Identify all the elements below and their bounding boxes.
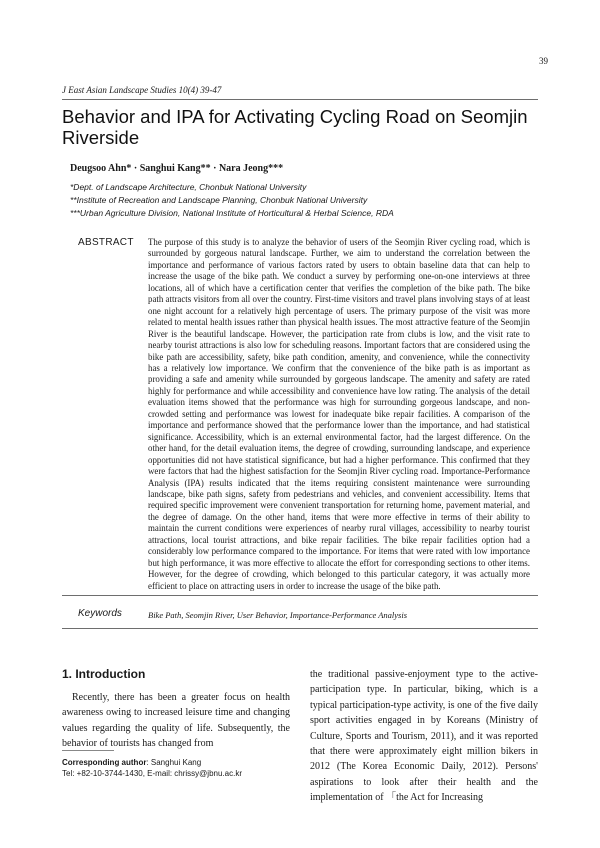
journal-citation: J East Asian Landscape Studies 10(4) 39-47: [62, 85, 222, 95]
abstract-label: ABSTRACT: [78, 237, 134, 248]
affiliation-2: **Institute of Recreation and Landscape Planning, Chonbuk National University: [70, 195, 368, 205]
keywords-list: Bike Path, Seomjin River, User Behavior, Importance-Performance Analysis: [148, 610, 408, 620]
keywords-bottom-divider: [62, 628, 538, 629]
header-divider: [62, 99, 538, 100]
keywords-top-divider: [62, 595, 538, 596]
author-list: Deugsoo Ahn* · Sanghui Kang** · Nara Jeong***: [70, 163, 284, 174]
contact-info: Tel: +82-10-3744-1430, E-mail: chrissy@jbnu.ac.kr: [62, 769, 242, 778]
keywords-label: Keywords: [78, 608, 122, 619]
affiliation-3: ***Urban Agriculture Division, National Institute of Horticultural & Herbal Science, RDA: [70, 208, 394, 218]
corresponding-author-name: : Sanghui Kang: [146, 758, 202, 767]
paper-title: Behavior and IPA for Activating Cycling Road on Seomjin Riverside: [62, 106, 528, 148]
corresponding-author-label: Corresponding author: [62, 758, 147, 767]
corresponding-author: [62, 758, 201, 767]
footnote-divider: [62, 750, 114, 751]
section-heading-introduction: 1. Introduction: [62, 667, 146, 681]
page-number: 39: [539, 56, 548, 66]
intro-right-column: the traditional passive-enjoyment type to the active-participation type. In particular, biking, which is a typical participation-type activity, is one of the five daily sport activities engaged in by Koreans (Ministry of Culture, Sports and Tourism, 2011), and it was reported that there were approximately eight million bikers in 2012 (The Korea Economic Daily, 2012). Persons' aspirations to look after their health and the implementation of 「the Act for Increasing: [310, 669, 538, 804]
abstract-body: The purpose of this study is to analyze the behavior of users of the Seomjin River cycling road, which is surrounded by gorgeous natural landscape. Further, we aim to understand the correlation between the importance and performance of various factors rated by users to obtain baseline data that can help to increase the usage of the bike path. We conduct a survey by performing one-on-one interviews at three locations, all of which have a certification center that verifies the completion of the bike path. The bike path attracts visitors from all over the country. First-time visitors and travel plans involving stays of at least one night account for a relatively high percentage of users. The primary purpose of the visit was more related to mental health issues rather than physical health issues. The most attractive feature of the Seomjin River is the beautiful landscape. However, the participation rate from clubs is low, and the visit rate to nearby tourist attractions is also low for scheduling reasons. Important factors that are considered using the bike path are accessibility, safety, bike path condition, amenity, and convenience, while the connectivity has a relatively low importance. We confirm that the convenience of the bike path is as important as providing a safe and amenity while surrounded by gorgeous landscape. The amenity and safety are rated highly for performance and while accessibility and convenience have low rating. The analysis of the detail evaluation items showed that the performance was high for surrounding gorgeous landscape, and non-crowded setting and performance was lowest for inadequate bike repair facilities. A comparison of the importance and performance showed that the performance lower than the importance, and had statistical significance. Accessibility, which is an external environmental factor, had the largest difference. On the other hand, for the detail evaluation items, the degree of crowding, surrounding landscape, and experience opportunities did not have statistical significance, but had a higher performance. This confirmed that they were factors that had the highest satisfaction for the Seomjin River cycling road. Importance-Performance Analysis (IPA) results indicated that the items requiring consistent maintenance were surrounding landscape, bike path signs, safety from pedestrians and vehicles, and convenient accessibility. Items that required specific improvement were convenient transportation for returning home, pavement material, and the degree of damage. On the other hand, items that were more effective in terms of their ability to maintain the current conditions were experiences of nearby rural villages, accessibility to nearby tourist attractions, local tourist attractions, and bike repair facilities. The bike repair facilities option had a considerably low performance compared to the importance. For items that were rated with low importance but high performance, it was more effective to allocate the effort for corresponding sections to other items. However, for the degree of crowding, which belonged to this particular category, it was actually more efficient to place on attracting users in order to increase the usage of the bike path.: [148, 237, 530, 591]
intro-left-column: Recently, there has been a greater focus on health awareness owing to increased leisure time and changing values regarding the quality of life. Subsequently, the behavior of tourists has changed from: [62, 692, 290, 750]
affiliation-1: *Dept. of Landscape Architecture, Chonbuk National University: [70, 182, 307, 192]
